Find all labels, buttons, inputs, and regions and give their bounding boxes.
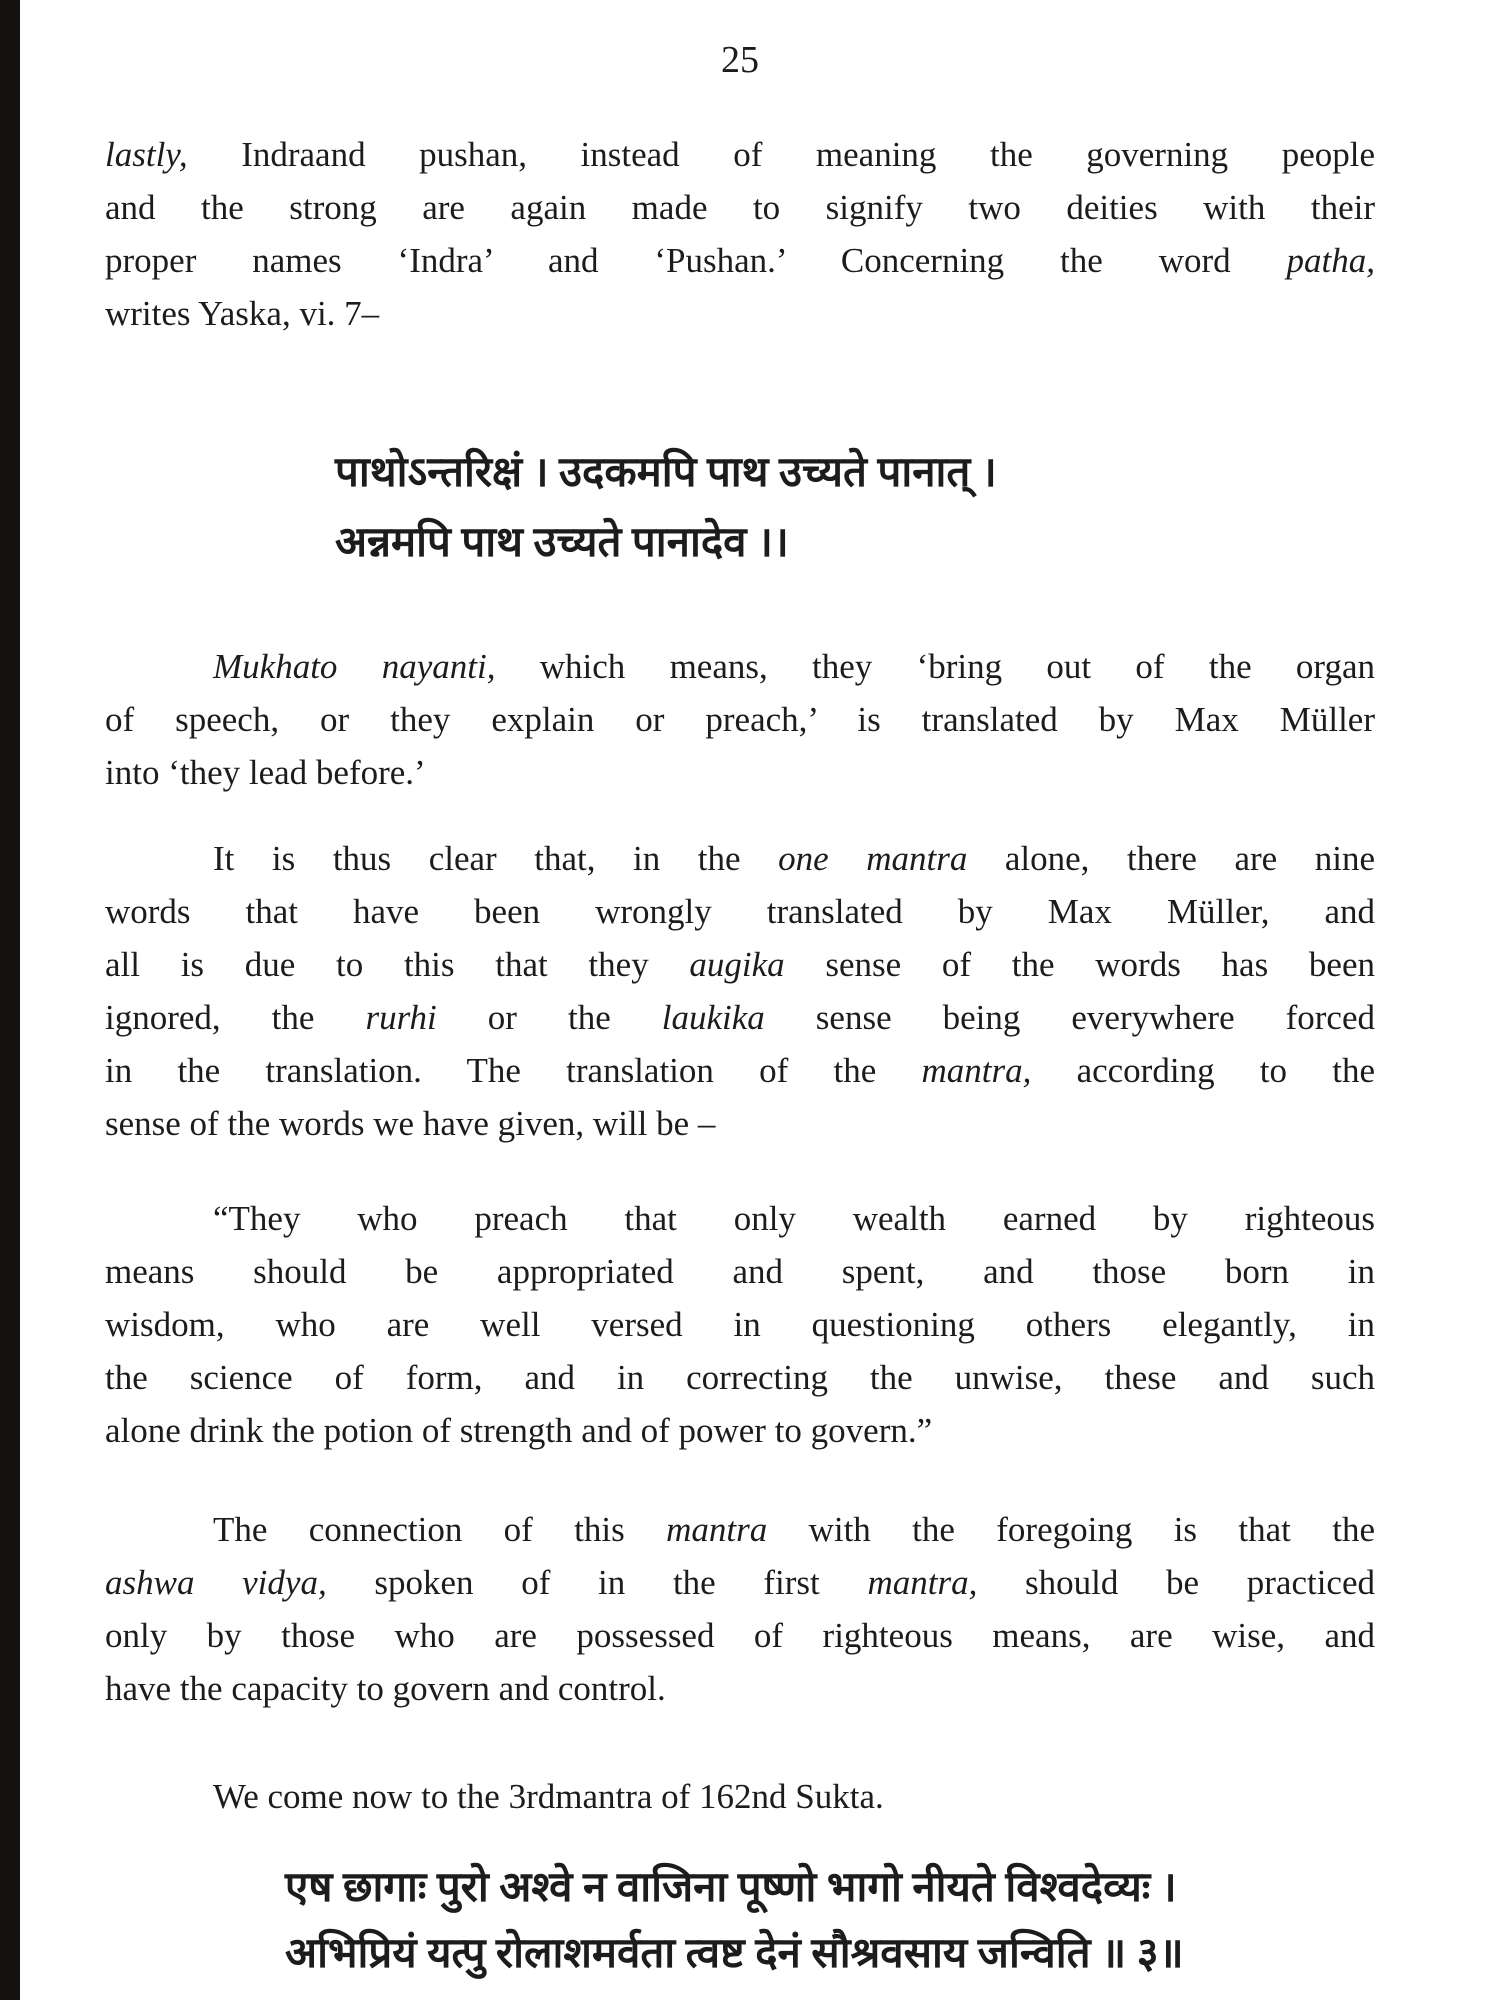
text-line: अन्नमपि पाथ उच्यते पानादेव ।। bbox=[335, 520, 789, 566]
paragraph-thus-clear bbox=[105, 832, 1375, 1150]
paragraph-connection bbox=[105, 1503, 1375, 1715]
text-line: only by those who are possessed of righteous means, are wise, and bbox=[105, 1616, 1375, 1655]
page-number: 25 bbox=[721, 39, 759, 81]
text-line: of speech, or they explain or preach,’ is translated by Max Müller bbox=[105, 700, 1375, 739]
text-line: all is due to this that they augika sense of the words has been bbox=[105, 945, 1375, 984]
page-body bbox=[105, 128, 1375, 1987]
text-line: We come now to the 3rdmantra of 162nd Sukta. bbox=[213, 1777, 884, 1816]
paragraph-mukhato bbox=[105, 640, 1375, 799]
text-line: अभिप्रियं यत्पु रोलाशमर्वता त्वष्ट देनं सौश्रवसाय जन्विति ॥ ३॥ bbox=[285, 1931, 1184, 1977]
text-line: The connection of this mantra with the foregoing is that the bbox=[213, 1510, 1375, 1549]
text-line: wisdom, who are well versed in questioning others elegantly, in bbox=[105, 1305, 1375, 1344]
text-line: words that have been wrongly translated by Max Müller, and bbox=[105, 892, 1375, 931]
text-line: “They who preach that only wealth earned by righteous bbox=[213, 1199, 1375, 1238]
text-line: have the capacity to govern and control. bbox=[105, 1669, 666, 1708]
sanskrit-verse-yaska bbox=[105, 438, 1375, 578]
text-line: and the strong are again made to signify two deities with their bbox=[105, 188, 1375, 227]
paragraph-lastly bbox=[105, 128, 1375, 340]
text-line: into ‘they lead before.’ bbox=[105, 753, 426, 792]
text-line: Mukhato nayanti, which means, they ‘bring out of the organ bbox=[213, 647, 1375, 686]
paragraph-translation-quote bbox=[105, 1192, 1375, 1457]
text-line: ignored, the rurhi or the laukika sense being everywhere forced bbox=[105, 998, 1375, 1037]
text-line: in the translation. The translation of the mantra, according to the bbox=[105, 1051, 1375, 1090]
text-line: ashwa vidya, spoken of in the first mantra, should be practiced bbox=[105, 1563, 1376, 1602]
sanskrit-verse-sukta-3 bbox=[105, 1855, 1375, 1987]
text-line: sense of the words we have given, will be – bbox=[105, 1104, 716, 1143]
text-line: the science of form, and in correcting the unwise, these and such bbox=[105, 1358, 1375, 1397]
text-line: एष छागाः पुरो अश्वे न वाजिना पूष्णो भागो नीयते विश्वदेव्यः । bbox=[285, 1865, 1177, 1911]
text-line: It is thus clear that, in the one mantra alone, there are nine bbox=[213, 839, 1375, 878]
text-line: alone drink the potion of strength and of power to govern.” bbox=[105, 1411, 933, 1450]
text-line: proper names ‘Indra’ and ‘Pushan.’ Concerning the word patha, bbox=[105, 241, 1375, 280]
text-line: writes Yaska, vi. 7– bbox=[105, 294, 380, 333]
paragraph-we-come-now bbox=[105, 1770, 1375, 1823]
text-line: means should be appropriated and spent, and those born in bbox=[105, 1252, 1375, 1291]
text-line: पाथोऽन्तरिक्षं । उदकमपि पाथ उच्यते पानात् । bbox=[335, 450, 997, 496]
text-line: lastly, Indraand pushan, instead of meaning the governing people bbox=[105, 135, 1375, 174]
scan-edge-bar bbox=[0, 0, 20, 2000]
